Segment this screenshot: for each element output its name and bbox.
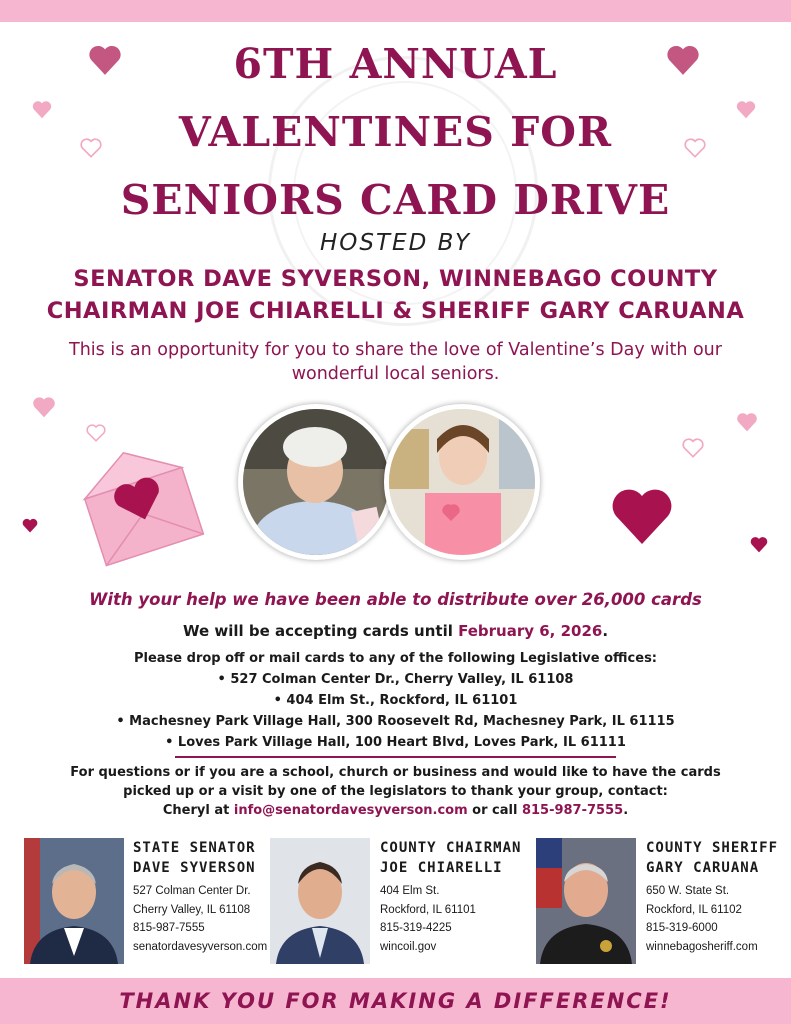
official-1-info: 527 Colman Center Dr. Cherry Valley, IL 61108 815-987-7555 senatordavesyverson.com [133,882,267,956]
contact-call-text: or call [467,803,522,818]
heart-icon [610,486,674,546]
hosted-by-label: HOSTED BY [319,230,472,256]
heart-icon [736,412,758,432]
child-photo [384,404,540,560]
official-1-title: STATE SENATOR DAVE SYVERSON [133,840,256,876]
intro-text: This is an opportunity for you to share the love of Valentine’s Day with our wonderful local seniors. [69,340,722,384]
official-2-info: 404 Elm St. Rockford, IL 61101 815-319-4225 wincoil.gov [380,882,476,956]
location-item: • 527 Colman Center Dr., Cherry Valley, IL 61108 [217,672,574,687]
dropoff-section [0,648,791,753]
deadline-date: February 6, 2026 [458,622,603,640]
contact-line-2: picked up or a visit by one of the legislators to thank your group, contact: [123,784,668,799]
senator-portrait [24,838,124,964]
cards-distributed-text: With your help we have been able to distribute over 26,000 cards [89,590,702,609]
footer-band [0,978,791,1024]
envelope-icon [76,442,206,572]
contact-suffix: . [623,803,629,818]
chairman-portrait [270,838,370,964]
contact-email-link[interactable]: info@senatordavesyverson.com [233,803,468,818]
senior-photo [238,404,394,560]
contact-name: Cheryl at [162,803,234,818]
hosts-line-1: SENATOR DAVE SYVERSON, WINNEBAGO COUNTY [73,266,718,292]
official-3-website[interactable]: winnebagosheriff.com [646,940,758,953]
location-item: • 404 Elm St., Rockford, IL 61101 [273,693,518,708]
page-title-line-2: VALENTINES FOR [178,108,613,156]
heart-icon [750,536,768,553]
official-2-website[interactable]: wincoil.gov [380,940,437,953]
contact-line-1: For questions or if you are a school, church or business and would like to have the cards [70,765,721,780]
heart-icon [682,438,704,458]
footer-text: THANK YOU FOR MAKING A DIFFERENCE! [119,989,672,1013]
official-2-title: COUNTY CHAIRMAN JOE CHIARELLI [380,840,522,876]
deadline-prefix: We will be accepting cards until [182,622,459,640]
heart-icon [32,396,56,418]
sheriff-portrait [536,838,636,964]
official-3-info: 650 W. State St. Rockford, IL 61102 815-319-6000 winnebagosheriff.com [646,882,758,956]
top-band [0,0,791,22]
hosts-line-2: CHAIRMAN JOE CHIARELLI & SHERIFF GARY CARUANA [46,298,745,324]
deadline-suffix: . [602,622,609,640]
deadline-text [0,622,791,640]
contact-line-3 [0,801,791,820]
heart-icon [86,424,106,442]
location-item: • Loves Park Village Hall, 100 Heart Blvd, Loves Park, IL 61111 [165,735,626,750]
page-title-line-3: SENIORS CARD DRIVE [120,176,671,224]
heart-icon [22,518,38,533]
dropoff-intro: Please drop off or mail cards to any of the following Legislative offices: [133,651,657,666]
official-1-website[interactable]: senatordavesyverson.com [133,940,268,953]
location-item: • Machesney Park Village Hall, 300 Roosevelt Rd, Machesney Park, IL 61115 [116,714,675,729]
contact-section [0,763,791,820]
divider [175,756,616,758]
contact-phone[interactable]: 815-987-7555 [521,803,624,818]
page-title-line-1: 6TH ANNUAL [233,40,558,88]
official-3-title: COUNTY SHERIFF GARY CARUANA [646,840,779,876]
